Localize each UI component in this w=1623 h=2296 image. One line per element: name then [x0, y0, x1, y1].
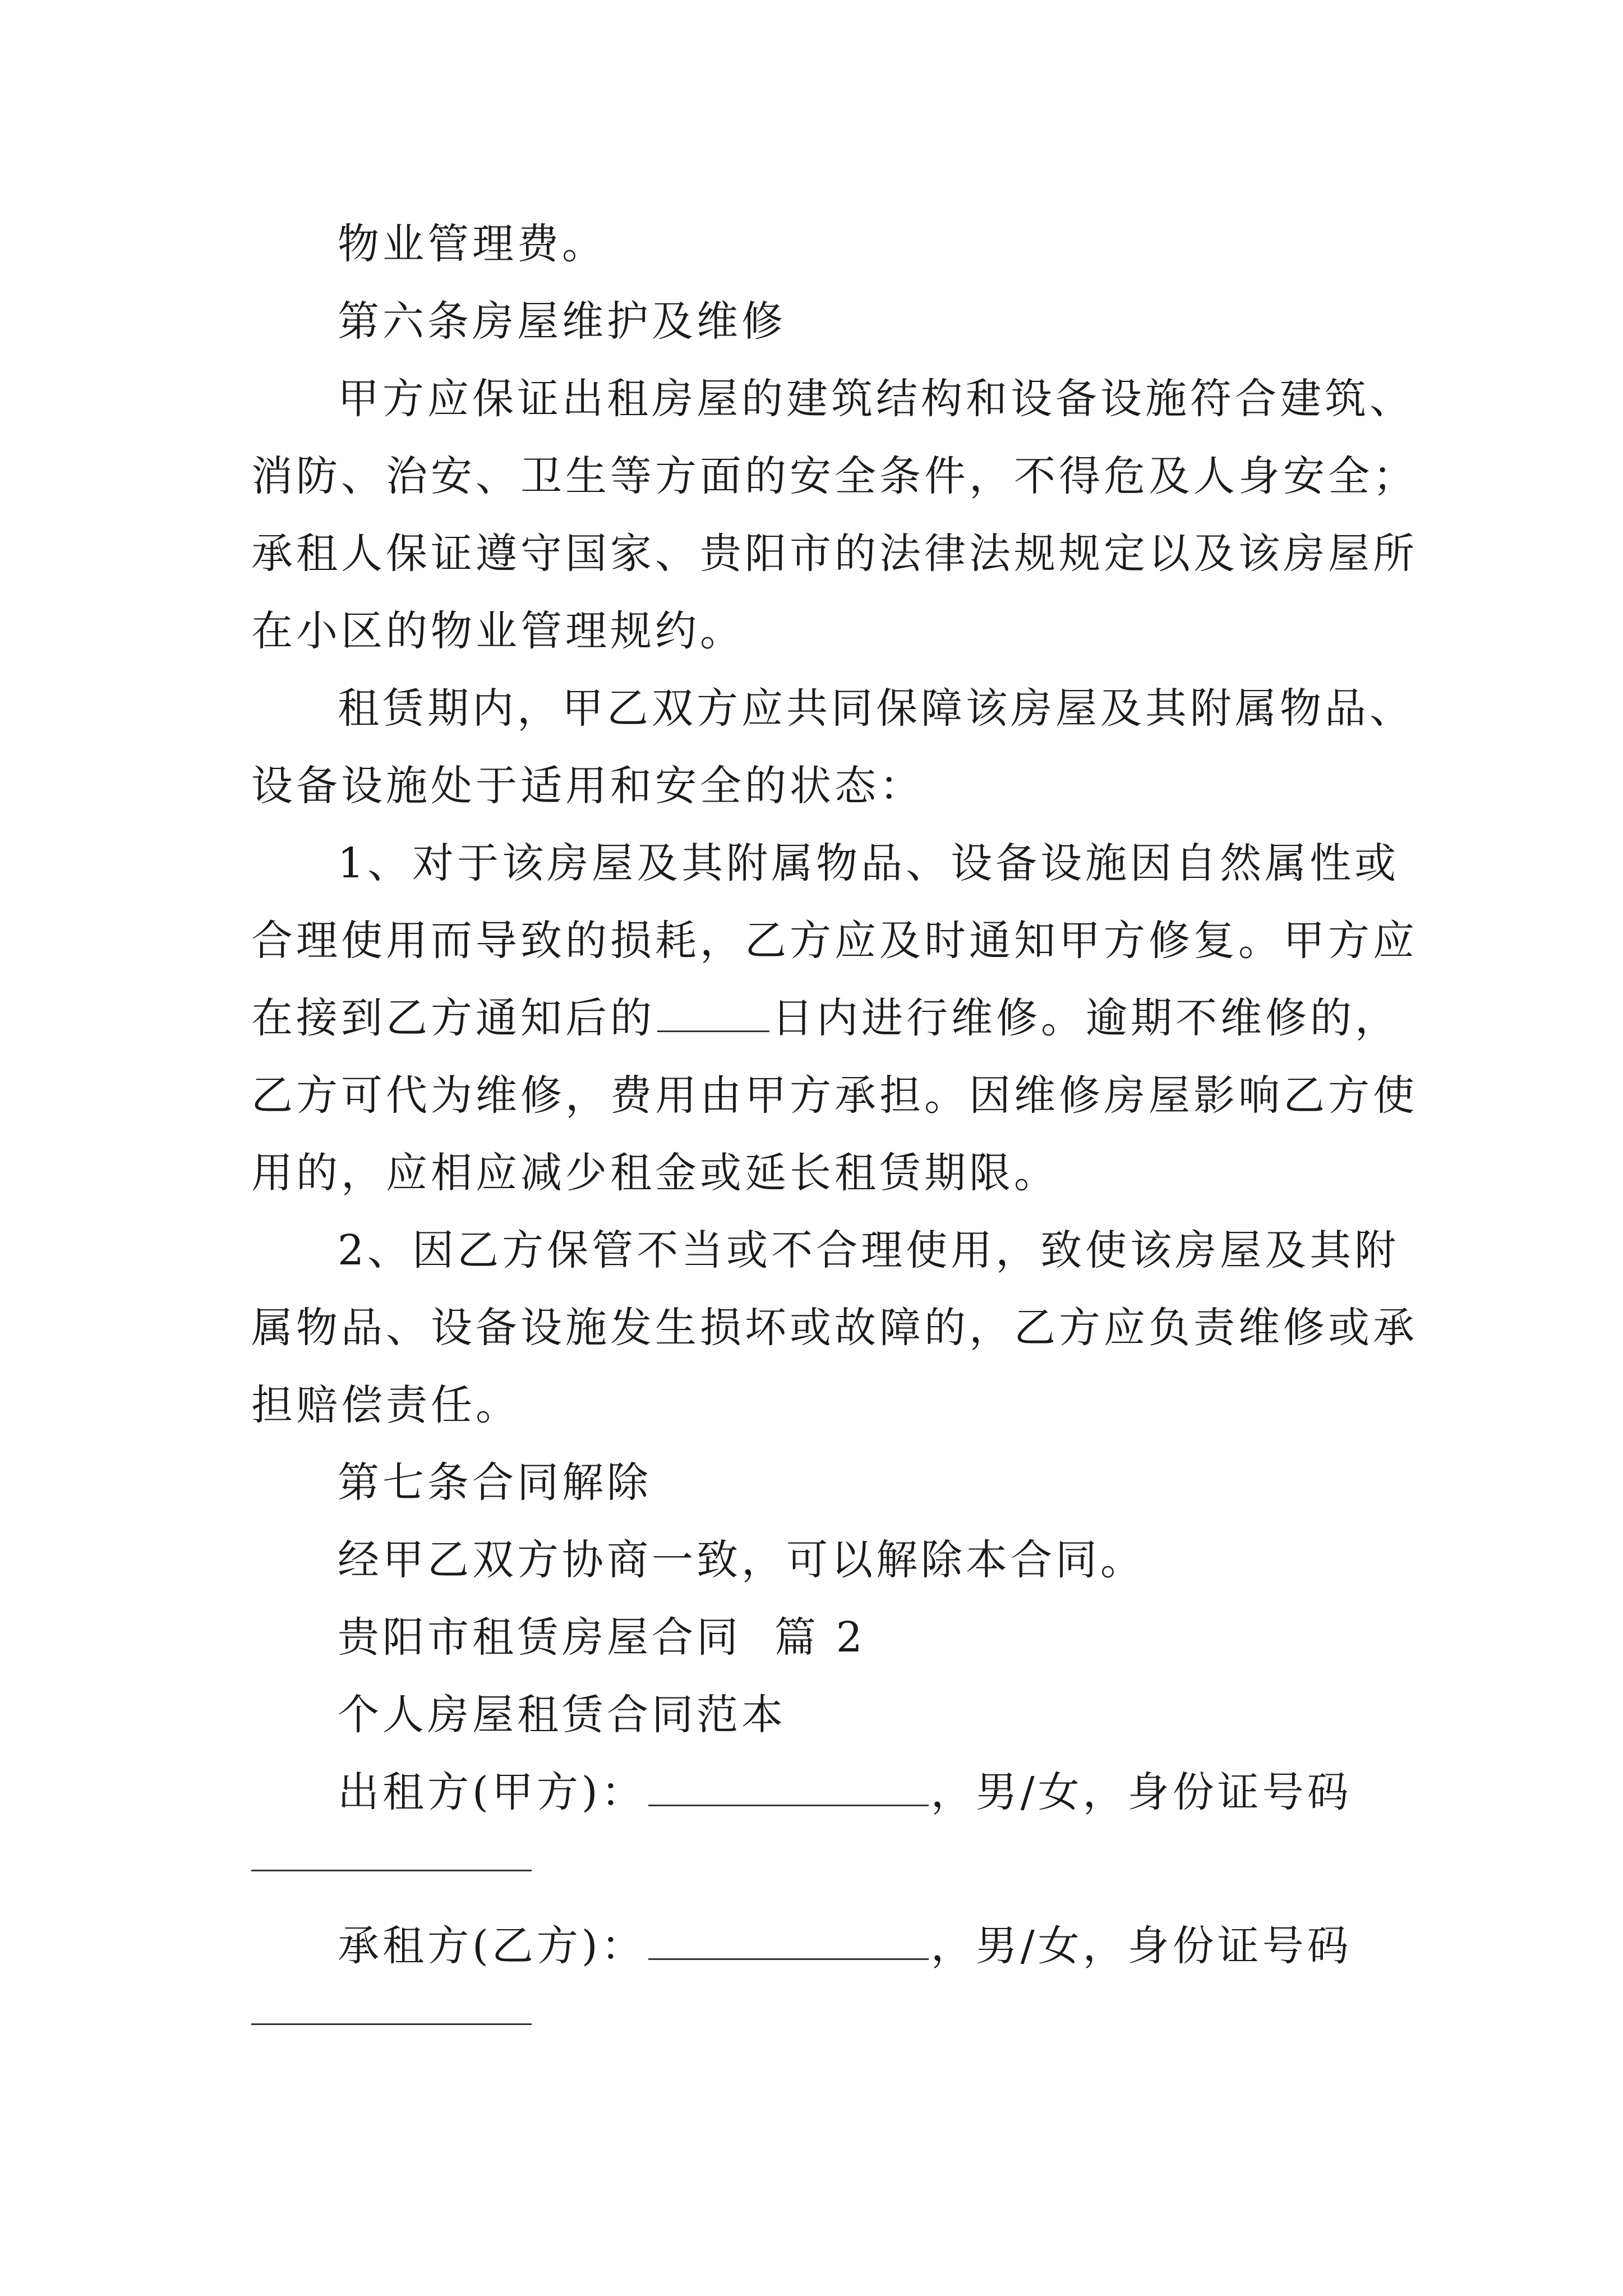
tenant-line: [338, 1922, 1352, 1970]
text-line: 租赁期内，甲乙双方应共同保障该房屋及其附属物品、: [338, 684, 1414, 733]
text-line: 消防、治安、卫生等方面的安全条件，不得危及人身安全；: [251, 452, 1418, 500]
text-line: 合理使用而导致的损耗，乙方应及时通知甲方修复。甲方应: [251, 917, 1418, 965]
text-line: 在小区的物业管理规约。: [251, 607, 745, 655]
text-line: 甲方应保证出租房屋的建筑结构和设备设施符合建筑、: [338, 375, 1414, 423]
text-segment: 在接到乙方通知后的: [251, 994, 655, 1042]
text-line: 属物品、设备设施发生损坏或故障的，乙方应负责维修或承: [251, 1304, 1418, 1352]
text-line: 设备设施处于适用和安全的状态：: [251, 762, 924, 810]
text-line: 2、因乙方保管不当或不合理使用，致使该房屋及其附: [338, 1226, 1400, 1274]
article-number: 篇 2: [774, 1613, 866, 1662]
text-line: [251, 994, 1400, 1042]
tenant-suffix: ，男/女，身份证号码: [930, 1922, 1352, 1970]
landlord-name-blank: [648, 1804, 929, 1806]
landlord-line: [338, 1768, 1352, 1816]
document-title: [338, 1613, 866, 1662]
text-line: 承租人保证遵守国家、贵阳市的法律法规规定以及该房屋所: [251, 530, 1418, 578]
text-line: 担赔偿责任。: [251, 1381, 520, 1429]
text-line: 1、对于该房屋及其附属物品、设备设施因自然属性或: [338, 839, 1400, 887]
text-line: 乙方可代为维修，费用由甲方承担。因维修房屋影响乙方使: [251, 1071, 1418, 1120]
landlord-label: 出租方(甲方)：: [338, 1768, 646, 1816]
text-line: 物业管理费。: [338, 220, 607, 268]
tenant-label: 承租方(乙方)：: [338, 1922, 646, 1970]
landlord-suffix: ，男/女，身份证号码: [930, 1768, 1352, 1816]
title-text: 贵阳市租赁房屋合同: [338, 1613, 741, 1662]
fill-in-blank: [657, 1030, 769, 1032]
text-line: 经甲乙双方协商一致，可以解除本合同。: [338, 1536, 1145, 1584]
landlord-id-blank: [251, 1870, 532, 1871]
section-heading: 第七条合同解除: [338, 1458, 652, 1507]
subtitle: 个人房屋租赁合同范本: [338, 1691, 786, 1739]
text-line: 用的，应相应减少租金或延长租赁期限。: [251, 1149, 1059, 1197]
tenant-name-blank: [648, 1958, 929, 1960]
text-segment: 日内进行维修。逾期不维修的，: [772, 994, 1400, 1042]
section-heading: 第六条房屋维护及维修: [338, 297, 786, 346]
tenant-id-blank: [251, 2023, 532, 2025]
